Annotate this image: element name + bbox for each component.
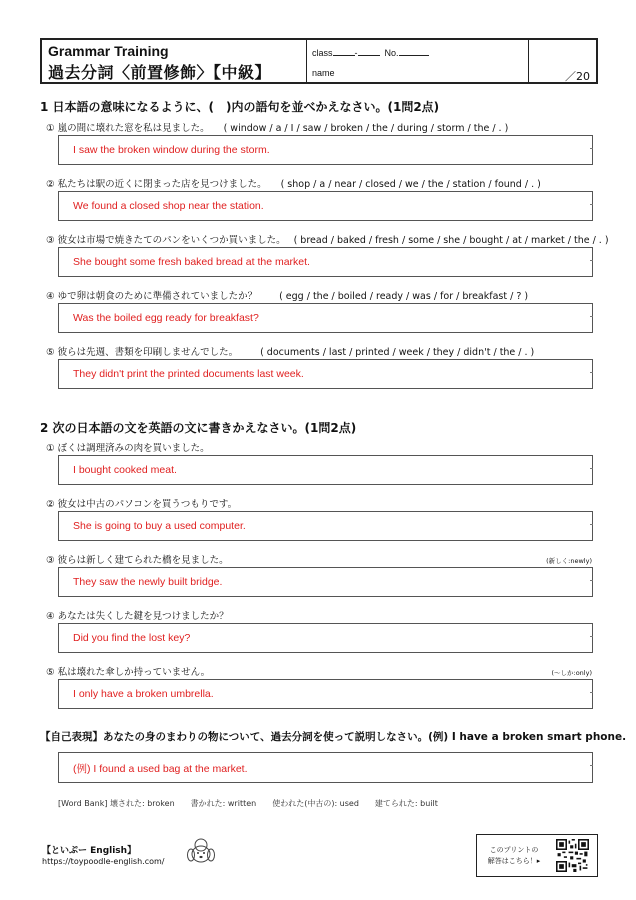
- answer-box-2-5[interactable]: [58, 679, 593, 709]
- title-cell: [42, 40, 307, 82]
- answer-text: I bought cooked meat.: [73, 464, 177, 476]
- answer-text: She bought some fresh baked bread at the market.: [73, 256, 310, 268]
- word-bank: [Word Bank] 壊された: broken 書かれた: written 使われた(中古の): used 建てられた: built: [58, 799, 438, 808]
- question-2-2: ② 彼女は中古のパソコンを買うつもりです。: [46, 499, 238, 510]
- answer-key-label: このプリントの 解答はこちら！▸: [487, 846, 541, 865]
- class-field[interactable]: [312, 46, 429, 58]
- title-english: Grammar Training: [48, 43, 169, 59]
- answer-text: I only have a broken umbrella.: [73, 688, 214, 700]
- answer-text: (例) I found a used bag at the market.: [73, 763, 248, 775]
- hint-only: (～しか:only): [551, 669, 592, 677]
- self-expression-heading: 【自己表現】あなたの身のまわりの物について、過去分詞を使って説明しなさい。(例) I have a broken smart phone.: [40, 731, 627, 743]
- answer-box-1-1[interactable]: [58, 135, 593, 165]
- answer-box-1-5[interactable]: [58, 359, 593, 389]
- answer-text: They saw the newly built bridge.: [73, 576, 223, 588]
- score-total: ／20: [565, 70, 590, 83]
- answer-text: She is going to buy a used computer.: [73, 520, 246, 532]
- section2-heading: 2 次の日本語の文を英語の文に書きかえなさい。(1問2点): [40, 421, 357, 435]
- answer-box-1-4[interactable]: [58, 303, 593, 333]
- question-1-1: ① 嵐の間に壊れた窓を私は見ました。 ( window / a / I / saw / broken / the / during / storm / the / . ): [46, 123, 509, 134]
- class-separator: -: [354, 48, 358, 58]
- brand-url[interactable]: https://toypoodle-english.com/: [42, 857, 165, 866]
- answer-box-1-2[interactable]: [58, 191, 593, 221]
- name-field[interactable]: name: [312, 68, 335, 78]
- question-1-5: ⑤ 彼らは先週、書類を印刷しませんでした。 ( documents / last / printed / week / they / didn't / the / . ): [46, 347, 535, 358]
- question-1-2: ② 私たちは駅の近くに閉まった店を見つけました。 ( shop / a / near / closed / we / the / station / found / . ): [46, 179, 541, 190]
- answer-text: We found a closed shop near the station.: [73, 200, 264, 212]
- answer-box-2-4[interactable]: [58, 623, 593, 653]
- question-1-4: ④ ゆで卵は朝食のために準備されていましたか？ ( egg / the / boiled / ready / was / for / breakfast / ? ): [46, 291, 529, 302]
- answer-box-2-3[interactable]: [58, 567, 593, 597]
- answer-box-self-expression[interactable]: [58, 752, 593, 783]
- question-2-1: ① ぼくは調理済みの肉を買いました。: [46, 443, 210, 454]
- class-label: class: [312, 48, 333, 58]
- poodle-logo-icon: [184, 836, 218, 866]
- number-label: No.: [384, 48, 399, 58]
- question-1-3: ③ 彼女は市場で焼きたてのパンをいくつか買いました。 ( bread / baked / fresh / some / she / bought / at / market / the / . ): [46, 235, 609, 246]
- question-2-4: ④ あなたは失くした鍵を見つけましたか？: [46, 611, 229, 622]
- answer-text: Was the boiled egg ready for breakfast?: [73, 312, 259, 324]
- qr-code-icon[interactable]: [556, 839, 589, 872]
- question-2-5: ⑤ 私は壊れた傘しか持っていません。: [46, 667, 211, 678]
- header-box: [40, 38, 598, 84]
- answer-key-box[interactable]: [476, 834, 598, 877]
- answer-text: Did you find the lost key?: [73, 632, 191, 644]
- answer-box-2-2[interactable]: [58, 511, 593, 541]
- title-japanese: 過去分詞〈前置修飾〉【中級】: [48, 63, 272, 82]
- brand-name: 【といぷー English】: [42, 846, 137, 856]
- class-cell: [306, 40, 529, 82]
- answer-text: They didn't print the printed documents last week.: [73, 368, 304, 380]
- score-cell: [528, 40, 596, 82]
- answer-box-2-1[interactable]: [58, 455, 593, 485]
- section1-heading: 1 日本語の意味になるように、( )内の語句を並べかえなさい。(1問2点): [40, 100, 440, 114]
- answer-box-1-3[interactable]: [58, 247, 593, 277]
- question-2-3: ③ 彼らは新しく建てられた橋を見ました。: [46, 555, 229, 566]
- hint-newly: (新しく:newly): [546, 557, 592, 565]
- answer-text: I saw the broken window during the storm.: [73, 144, 270, 156]
